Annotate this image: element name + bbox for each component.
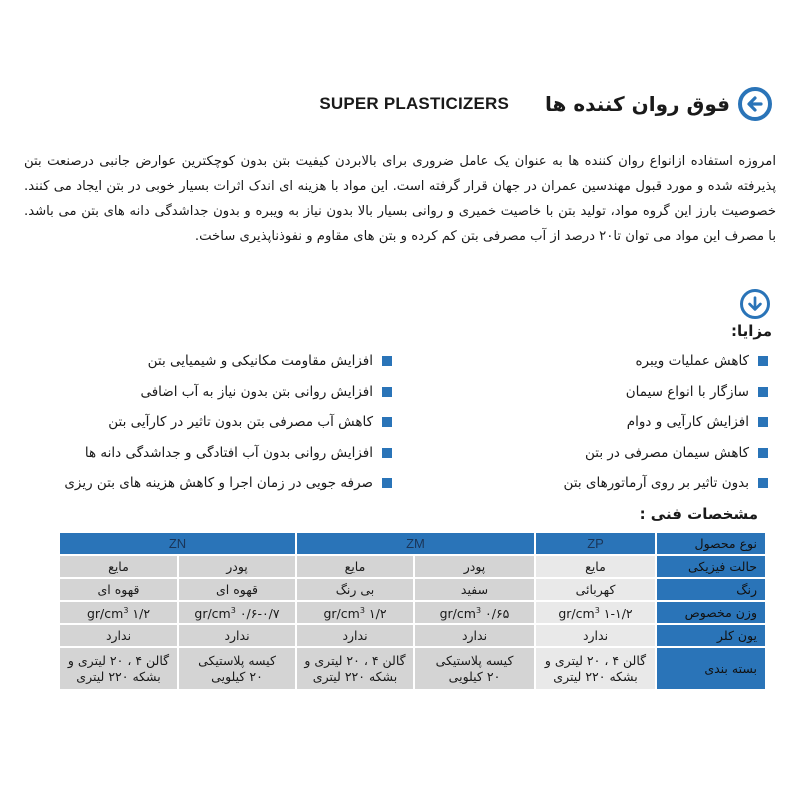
- column-header-zm: ZM: [296, 532, 535, 555]
- table-row-chloride: [59, 624, 766, 647]
- intro-paragraph: امروزه استفاده ازانواع روان کننده ها به عنوان یک عامل ضروری برای بالابردن کیفیت بتن بدون کوچکترین عوارض جانبی درصنعت بتن پذیرفته شده و مورد قبول مهندسین عمران در جهان قرار گرفته است. این مواد با هزینه ای اندک اثرات بسیار خوبی در بتن ایجاد می کنند. خصوصیت بارز این گروه مواد، تولید بتن با خاصیت خمیری و روانی بسیار بالا بدون نیاز به ویبره و بدون جداشدگی دانه های بتن می باشد. با مصرف این مواد می توان تا۲۰ درصد از آب مصرفی بتن کم کرده و بتن های مقاوم و نفوذناپذیری ساخت.: [24, 154, 776, 245]
- table-cell: کیسه پلاستیکی ۲۰ کیلویی: [414, 647, 535, 690]
- feature-text: افزایش روانی بتن بدون نیاز به آب اضافی: [140, 383, 373, 400]
- row-label-product: نوع محصول: [656, 532, 766, 555]
- square-bullet-icon: [382, 417, 392, 427]
- square-bullet-icon: [758, 417, 768, 427]
- table-cell: ۱/۲ $gr/cm^3$: [59, 601, 178, 624]
- feature-item: [64, 346, 392, 377]
- feature-item: [564, 377, 768, 408]
- row-label-color: رنگ: [656, 578, 766, 601]
- table-cell: گالن ۴ ، ۲۰ لیتری و بشکه ۲۲۰ لیتری: [59, 647, 178, 690]
- table-cell: ۰/۶۵ $gr/cm^3$: [414, 601, 535, 624]
- specs-table: [58, 531, 767, 691]
- feature-text: کاهش عملیات ویبره: [635, 353, 749, 370]
- table-cell: ندارد: [59, 624, 178, 647]
- table-cell: ۱/۲ $gr/cm^3$: [296, 601, 414, 624]
- feature-item: [564, 438, 768, 469]
- table-row-color: [59, 578, 766, 601]
- specs-title: مشخصات فنی :: [639, 505, 758, 523]
- table-cell: کیسه پلاستیکی ۲۰ کیلویی: [178, 647, 296, 690]
- table-cell: ۰/۶-۰/۷ $gr/cm^3$: [178, 601, 296, 624]
- feature-item: [64, 468, 392, 499]
- features-list-right: [564, 346, 768, 499]
- feature-text: افزایش مقاومت مکانیکی و شیمیایی بتن: [147, 353, 373, 370]
- feature-item: [564, 346, 768, 377]
- column-header-zn: ZN: [59, 532, 296, 555]
- row-label-chloride: یون کلر: [656, 624, 766, 647]
- feature-item: [64, 377, 392, 408]
- table-cell: سفید: [414, 578, 535, 601]
- feature-text: کاهش آب مصرفی بتن بدون تاثیر در کارآیی بتن: [108, 414, 373, 431]
- table-cell: ندارد: [296, 624, 414, 647]
- table-cell: مایع: [59, 555, 178, 578]
- feature-item: [564, 468, 768, 499]
- table-cell: قهوه ای: [178, 578, 296, 601]
- feature-item: [564, 407, 768, 438]
- row-label-packaging: بسته بندی: [656, 647, 766, 690]
- table-cell: مایع: [296, 555, 414, 578]
- feature-text: کاهش سیمان مصرفی در بتن: [585, 444, 749, 461]
- row-label-density: وزن مخصوص: [656, 601, 766, 624]
- table-row-product: [59, 532, 766, 555]
- square-bullet-icon: [758, 448, 768, 458]
- table-cell: گالن ۴ ، ۲۰ لیتری و بشکه ۲۲۰ لیتری: [535, 647, 656, 690]
- page-title-english: SUPER PLASTICIZERS: [319, 94, 510, 113]
- table-row-density: [59, 601, 766, 624]
- arrow-left-circle-icon[interactable]: [738, 87, 772, 121]
- table-cell: پودر: [414, 555, 535, 578]
- table-cell: مایع: [535, 555, 656, 578]
- table-cell: بی رنگ: [296, 578, 414, 601]
- arrow-down-circle-icon[interactable]: [740, 289, 770, 319]
- feature-text: بدون تاثیر بر روی آرماتورهای بتن: [563, 475, 749, 492]
- page-title-persian: فوق روان کننده ها: [545, 92, 730, 116]
- column-header-zp: ZP: [535, 532, 656, 555]
- feature-text: افزایش کارآیی و دوام: [626, 414, 749, 431]
- table-cell: ندارد: [414, 624, 535, 647]
- table-cell: ندارد: [178, 624, 296, 647]
- table-cell: کهربائی: [535, 578, 656, 601]
- feature-text: صرفه جویی در زمان اجرا و کاهش هزینه های بتن ریزی: [64, 475, 373, 492]
- square-bullet-icon: [758, 356, 768, 366]
- features-title: مزایا:: [730, 322, 772, 340]
- row-label-state: حالت فیزیکی: [656, 555, 766, 578]
- square-bullet-icon: [758, 478, 768, 488]
- table-cell: پودر: [178, 555, 296, 578]
- square-bullet-icon: [382, 478, 392, 488]
- square-bullet-icon: [758, 387, 768, 397]
- table-cell: قهوه ای: [59, 578, 178, 601]
- square-bullet-icon: [382, 387, 392, 397]
- features-list-left: [64, 346, 392, 499]
- table-row-state: [59, 555, 766, 578]
- page-header: [319, 84, 772, 124]
- feature-item: [64, 407, 392, 438]
- feature-text: افزایش روانی بدون آب افتادگی و جداشدگی دانه ها: [84, 444, 373, 461]
- square-bullet-icon: [382, 448, 392, 458]
- square-bullet-icon: [382, 356, 392, 366]
- feature-text: سازگار با انواع سیمان: [625, 383, 749, 400]
- table-cell: ۱-۱/۲ $gr/cm^3$: [535, 601, 656, 624]
- table-cell: ندارد: [535, 624, 656, 647]
- table-row-packaging: [59, 647, 766, 690]
- feature-item: [64, 438, 392, 469]
- table-cell: گالن ۴ ، ۲۰ لیتری و بشکه ۲۲۰ لیتری: [296, 647, 414, 690]
